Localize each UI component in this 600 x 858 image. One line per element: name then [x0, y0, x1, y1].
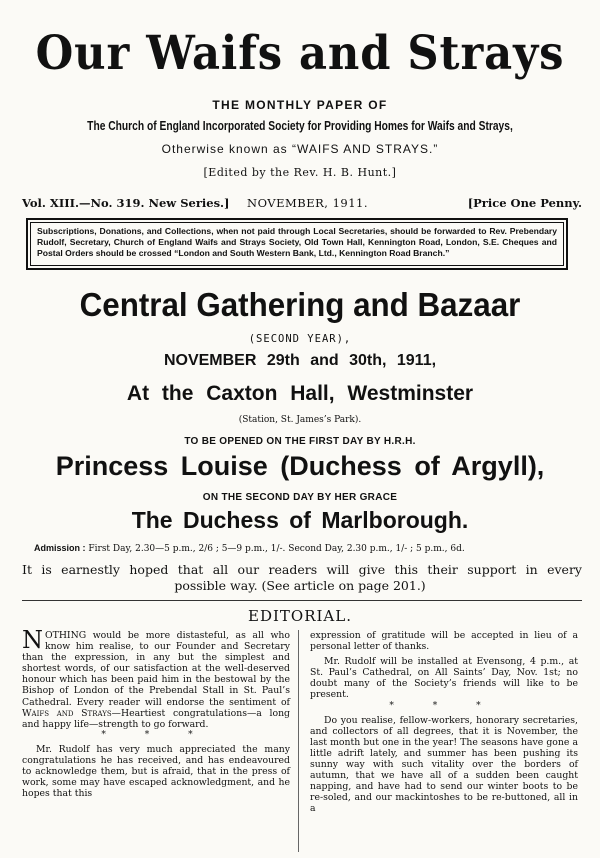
monthly-paper-line: THE MONTHLY PAPER OF: [212, 98, 388, 112]
admission-label: Admission :: [34, 543, 86, 553]
first-day-opener: Princess Louise (Duchess of Argyll),: [55, 451, 545, 481]
event-year: (SECOND YEAR),: [248, 333, 352, 345]
drop-cap: N: [22, 626, 43, 654]
editorial-heading: EDITORIAL.: [248, 607, 352, 625]
masthead-title: Our Waifs and Strays: [35, 26, 565, 81]
issue-date: NOVEMBER, 1911.: [247, 196, 369, 210]
editorial-paragraph: NOTHING would be more distasteful, as all who know him realise, to our Founder and Secretary than the expression, in any but the simplest and shortest words, of our satisfaction at the well-deserved honour which has been paid him in the bestowal by the Bishop of London of the Prebendal Stall in St. Paul’s Cathedral. Every reader will endorse the sentiment of Waifs and Strays—Heartiest congratulations—a long and happy life—strength to go forward.: [22, 626, 291, 730]
event-venue: At the Caxton Hall, Westminster: [126, 382, 474, 405]
second-day-opening-line: ON THE SECOND DAY BY HER GRACE: [202, 492, 398, 503]
otherwise-known-line: Otherwise known as “WAIFS AND STRAYS.”: [161, 142, 439, 156]
column-divider: [298, 630, 299, 852]
subscription-notice-box: [26, 218, 568, 270]
event-dates: NOVEMBER 29th and 30th, 1911,: [163, 352, 437, 369]
issue-line: [22, 196, 582, 212]
section-divider: [22, 600, 582, 601]
issue-price: [Price One Penny.: [467, 196, 582, 210]
editorial-paragraph: Mr. Rudolf will be installed at Evensong, 4 p.m., at St. Paul’s Cathedral, on All Saints’ Day, Nov. 1st; no doubt many of the Society’s friends will like to be present.: [310, 656, 578, 701]
section-stars: * * *: [101, 729, 211, 740]
event-title: Central Gathering and Bazaar: [79, 286, 521, 323]
event-station: (Station, St. James’s Park).: [238, 415, 362, 425]
support-appeal-line-2: possible way. (See article on page 201.): [174, 578, 426, 593]
editor-line: [Edited by the Rev. H. B. Hunt.]: [203, 166, 397, 179]
editorial-column-left: [22, 626, 291, 800]
editorial-paragraph: Do you realise, fellow-workers, honorary secretaries, and collectors of all degrees, that it is November, the last month but one in the year! The seasons have gone a little adrift lately, and summer has been pushing its sunny way with such vitality over the borders of autumn, that we have all of a sudden been caught napping, and have had to send our winter boots to be re-soled, and our mackintoshes to be re-buttoned, all in a: [310, 714, 578, 815]
editorial-column-right: [310, 630, 578, 814]
society-name: The Church of England Incorporated Society for Providing Homes for Waifs and Strays,: [87, 119, 513, 133]
subscription-notice-text: Subscriptions, Donations, and Collections, when not paid through Local Secretaries, should be forwarded to Rev. Prebendary Rudolf, Secretary, Church of England Waifs and Strays Society, Old Town Hall, Kennington Road, London, S.E. Cheques and Postal Orders should be crossed “London and South Western Bank, Ltd., Kennington Road Branch.”: [30, 222, 564, 266]
section-stars: * * *: [389, 700, 499, 711]
admission-line: [34, 543, 574, 554]
editorial-paragraph: Mr. Rudolf has very much appreciated the many congratulations he has received, and has endeavoured to acknowledge them, but is afraid, that in the press of work, some may have escaped acknowledgment, and he hopes that this: [22, 743, 290, 800]
first-day-opening-line: TO BE OPENED ON THE FIRST DAY BY H.R.H.: [184, 436, 416, 447]
editorial-paragraph: expression of gratitude will be accepted in lieu of a personal letter of thanks.: [310, 630, 578, 653]
second-day-opener: The Duchess of Marlborough.: [131, 507, 469, 533]
support-appeal-line-1: It is earnestly hoped that all our readers will give this their support in every: [22, 562, 582, 577]
admission-details: First Day, 2.30—5 p.m., 2/6 ; 5—9 p.m., 1/-. Second Day, 2.30 p.m., 1/- ; 5 p.m., 6d.: [88, 544, 465, 554]
volume-number: Vol. XIII.—No. 319. New Series.]: [22, 196, 230, 210]
